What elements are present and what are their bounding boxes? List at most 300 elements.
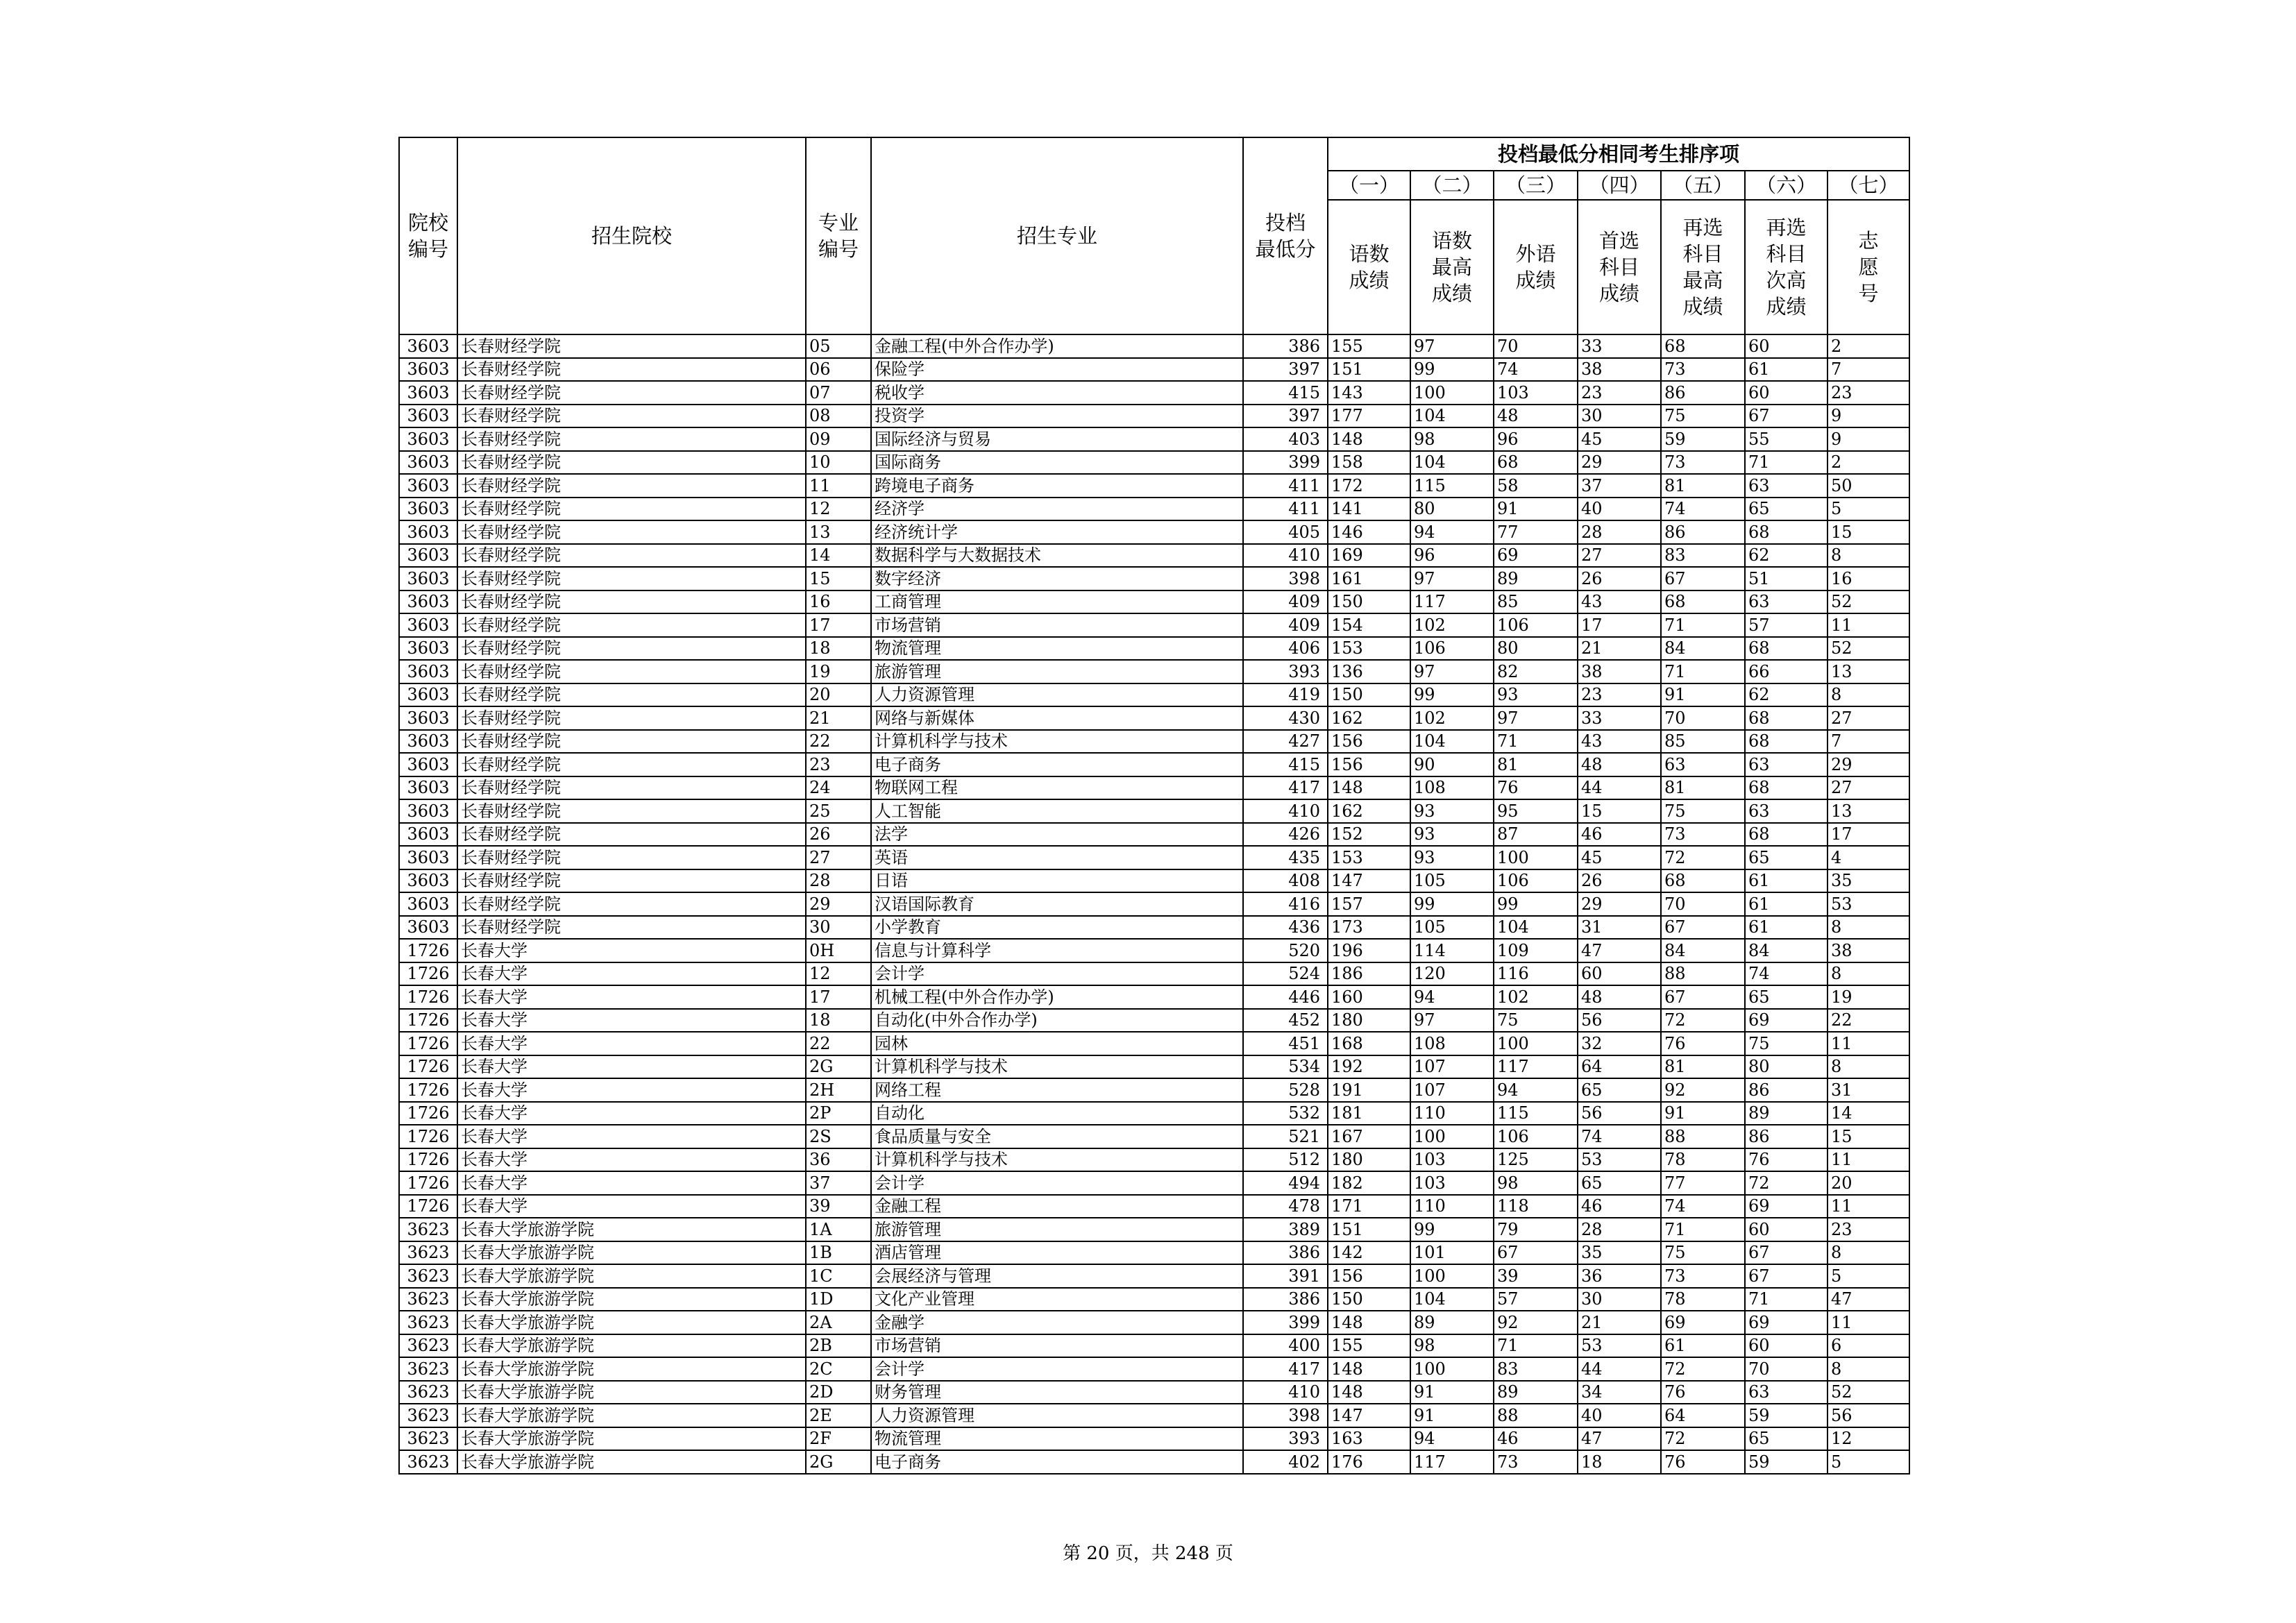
- foreign-language-cell: 103: [1494, 381, 1578, 405]
- preference-cell: 53: [1827, 892, 1909, 916]
- elective-second-cell: 84: [1745, 939, 1827, 962]
- school-cell: 长春大学旅游学院: [457, 1450, 806, 1474]
- major-cell: 食品质量与安全: [871, 1125, 1243, 1148]
- table-row: [399, 637, 1909, 661]
- table-row: [399, 405, 1909, 428]
- chinese-math-max-cell: 97: [1410, 660, 1494, 683]
- school-code-cell: 3603: [399, 846, 457, 869]
- school-cell: 长春财经学院: [457, 567, 806, 590]
- elective-max-cell: 67: [1661, 985, 1745, 1009]
- elective-max-cell: 70: [1661, 892, 1745, 916]
- foreign-language-cell: 87: [1494, 823, 1578, 847]
- first-subject-cell: 38: [1578, 660, 1661, 683]
- chinese-math-cell: 163: [1328, 1427, 1410, 1451]
- preference-cell: 56: [1827, 1404, 1909, 1427]
- foreign-language-cell: 94: [1494, 1078, 1578, 1102]
- major-code-cell: 1D: [806, 1288, 871, 1311]
- chinese-math-cell: 151: [1328, 1218, 1410, 1241]
- major-code-cell: 24: [806, 776, 871, 800]
- foreign-language-cell: 109: [1494, 939, 1578, 962]
- elective-second-cell: 89: [1745, 1102, 1827, 1125]
- chinese-math-max-cell: 117: [1410, 1450, 1494, 1474]
- header-chinese-math-score: 语数 成绩: [1328, 200, 1410, 334]
- major-code-cell: 39: [806, 1195, 871, 1218]
- major-cell: 旅游管理: [871, 1218, 1243, 1241]
- school-cell: 长春财经学院: [457, 451, 806, 475]
- header-preference-number: 志 愿 号: [1827, 200, 1909, 334]
- elective-second-cell: 68: [1745, 520, 1827, 544]
- chinese-math-cell: 142: [1328, 1241, 1410, 1265]
- first-subject-cell: 56: [1578, 1009, 1661, 1033]
- elective-max-cell: 76: [1661, 1450, 1745, 1474]
- major-cell: 经济统计学: [871, 520, 1243, 544]
- major-cell: 计算机科学与技术: [871, 730, 1243, 754]
- preference-cell: 50: [1827, 474, 1909, 498]
- foreign-language-cell: 74: [1494, 358, 1578, 382]
- elective-second-cell: 63: [1745, 590, 1827, 614]
- major-cell: 自动化: [871, 1102, 1243, 1125]
- foreign-language-cell: 100: [1494, 1032, 1578, 1055]
- first-subject-cell: 65: [1578, 1171, 1661, 1195]
- major-code-cell: 07: [806, 381, 871, 405]
- chinese-math-cell: 147: [1328, 1404, 1410, 1427]
- min-score-cell: 452: [1243, 1009, 1328, 1033]
- foreign-language-cell: 71: [1494, 730, 1578, 754]
- preference-cell: 52: [1827, 637, 1909, 661]
- major-code-cell: 36: [806, 1148, 871, 1172]
- elective-max-cell: 76: [1661, 1381, 1745, 1404]
- school-cell: 长春财经学院: [457, 660, 806, 683]
- major-cell: 数字经济: [871, 567, 1243, 590]
- school-code-cell: 1726: [399, 1055, 457, 1079]
- foreign-language-cell: 99: [1494, 892, 1578, 916]
- chinese-math-cell: 168: [1328, 1032, 1410, 1055]
- min-score-cell: 403: [1243, 427, 1328, 451]
- min-score-cell: 532: [1243, 1102, 1328, 1125]
- major-cell: 电子商务: [871, 1450, 1243, 1474]
- school-code-cell: 3623: [399, 1427, 457, 1451]
- major-cell: 会计学: [871, 962, 1243, 986]
- table-row: [399, 1055, 1909, 1079]
- major-code-cell: 2G: [806, 1450, 871, 1474]
- table-row: [399, 823, 1909, 847]
- school-cell: 长春财经学院: [457, 358, 806, 382]
- elective-max-cell: 69: [1661, 1311, 1745, 1334]
- major-cell: 市场营销: [871, 613, 1243, 637]
- school-code-cell: 1726: [399, 1125, 457, 1148]
- chinese-math-cell: 155: [1328, 1334, 1410, 1358]
- school-code-cell: 3623: [399, 1450, 457, 1474]
- elective-max-cell: 72: [1661, 1009, 1745, 1033]
- school-cell: 长春大学旅游学院: [457, 1381, 806, 1404]
- chinese-math-cell: 156: [1328, 1264, 1410, 1288]
- min-score-cell: 406: [1243, 637, 1328, 661]
- chinese-math-max-cell: 103: [1410, 1148, 1494, 1172]
- first-subject-cell: 26: [1578, 567, 1661, 590]
- elective-max-cell: 78: [1661, 1288, 1745, 1311]
- preference-cell: 20: [1827, 1171, 1909, 1195]
- chinese-math-cell: 182: [1328, 1171, 1410, 1195]
- table-row: [399, 1218, 1909, 1241]
- school-code-cell: 3603: [399, 776, 457, 800]
- school-cell: 长春大学: [457, 1195, 806, 1218]
- school-cell: 长春财经学院: [457, 498, 806, 521]
- elective-second-cell: 61: [1745, 916, 1827, 940]
- first-subject-cell: 47: [1578, 939, 1661, 962]
- school-cell: 长春财经学院: [457, 706, 806, 730]
- chinese-math-cell: 148: [1328, 427, 1410, 451]
- elective-second-cell: 63: [1745, 1381, 1827, 1404]
- chinese-math-max-cell: 107: [1410, 1078, 1494, 1102]
- elective-max-cell: 75: [1661, 1241, 1745, 1265]
- header-sub-number: （二）: [1410, 171, 1494, 200]
- major-cell: 国际商务: [871, 451, 1243, 475]
- major-cell: 酒店管理: [871, 1241, 1243, 1265]
- min-score-cell: 430: [1243, 706, 1328, 730]
- chinese-math-cell: 152: [1328, 823, 1410, 847]
- school-code-cell: 3603: [399, 590, 457, 614]
- elective-max-cell: 86: [1661, 381, 1745, 405]
- preference-cell: 29: [1827, 753, 1909, 776]
- table-row: [399, 1264, 1909, 1288]
- first-subject-cell: 23: [1578, 381, 1661, 405]
- first-subject-cell: 21: [1578, 1311, 1661, 1334]
- school-cell: 长春大学: [457, 1032, 806, 1055]
- preference-cell: 7: [1827, 358, 1909, 382]
- chinese-math-cell: 150: [1328, 1288, 1410, 1311]
- school-code-cell: 3623: [399, 1334, 457, 1358]
- table-row: [399, 846, 1909, 869]
- foreign-language-cell: 76: [1494, 776, 1578, 800]
- table-row: [399, 520, 1909, 544]
- foreign-language-cell: 125: [1494, 1148, 1578, 1172]
- min-score-cell: 417: [1243, 776, 1328, 800]
- first-subject-cell: 36: [1578, 1264, 1661, 1288]
- school-cell: 长春大学旅游学院: [457, 1334, 806, 1358]
- table-row: [399, 985, 1909, 1009]
- table-row: [399, 916, 1909, 940]
- first-subject-cell: 29: [1578, 892, 1661, 916]
- chinese-math-max-cell: 120: [1410, 962, 1494, 986]
- header-school-code: 院校 编号: [399, 137, 457, 334]
- min-score-cell: 528: [1243, 1078, 1328, 1102]
- major-cell: 数据科学与大数据技术: [871, 544, 1243, 568]
- first-subject-cell: 18: [1578, 1450, 1661, 1474]
- table-row: [399, 776, 1909, 800]
- school-code-cell: 3603: [399, 683, 457, 707]
- chinese-math-max-cell: 99: [1410, 1218, 1494, 1241]
- table-row: [399, 1381, 1909, 1404]
- foreign-language-cell: 82: [1494, 660, 1578, 683]
- min-score-cell: 534: [1243, 1055, 1328, 1079]
- foreign-language-cell: 92: [1494, 1311, 1578, 1334]
- chinese-math-cell: 136: [1328, 660, 1410, 683]
- preference-cell: 17: [1827, 823, 1909, 847]
- elective-second-cell: 60: [1745, 1218, 1827, 1241]
- chinese-math-cell: 156: [1328, 730, 1410, 754]
- chinese-math-cell: 169: [1328, 544, 1410, 568]
- elective-second-cell: 63: [1745, 799, 1827, 823]
- foreign-language-cell: 73: [1494, 1450, 1578, 1474]
- table-row: [399, 869, 1909, 893]
- first-subject-cell: 35: [1578, 1241, 1661, 1265]
- preference-cell: 52: [1827, 1381, 1909, 1404]
- school-cell: 长春财经学院: [457, 613, 806, 637]
- first-subject-cell: 64: [1578, 1055, 1661, 1079]
- elective-max-cell: 84: [1661, 637, 1745, 661]
- first-subject-cell: 60: [1578, 962, 1661, 986]
- elective-max-cell: 59: [1661, 427, 1745, 451]
- header-sub-number: （三）: [1494, 171, 1578, 200]
- major-cell: 物联网工程: [871, 776, 1243, 800]
- first-subject-cell: 48: [1578, 753, 1661, 776]
- chinese-math-max-cell: 115: [1410, 474, 1494, 498]
- chinese-math-cell: 141: [1328, 498, 1410, 521]
- major-cell: 投资学: [871, 405, 1243, 428]
- elective-second-cell: 68: [1745, 776, 1827, 800]
- major-code-cell: 11: [806, 474, 871, 498]
- table-row: [399, 799, 1909, 823]
- first-subject-cell: 33: [1578, 706, 1661, 730]
- foreign-language-cell: 115: [1494, 1102, 1578, 1125]
- min-score-cell: 397: [1243, 405, 1328, 428]
- school-cell: 长春财经学院: [457, 846, 806, 869]
- school-code-cell: 3603: [399, 916, 457, 940]
- chinese-math-cell: 176: [1328, 1450, 1410, 1474]
- chinese-math-max-cell: 91: [1410, 1404, 1494, 1427]
- min-score-cell: 409: [1243, 613, 1328, 637]
- elective-max-cell: 74: [1661, 1195, 1745, 1218]
- major-code-cell: 22: [806, 730, 871, 754]
- first-subject-cell: 46: [1578, 823, 1661, 847]
- min-score-cell: 417: [1243, 1357, 1328, 1381]
- chinese-math-cell: 156: [1328, 753, 1410, 776]
- table-row: [399, 474, 1909, 498]
- chinese-math-max-cell: 97: [1410, 334, 1494, 358]
- major-code-cell: 1B: [806, 1241, 871, 1265]
- header-major-code: 专业 编号: [806, 137, 871, 334]
- first-subject-cell: 45: [1578, 846, 1661, 869]
- major-code-cell: 20: [806, 683, 871, 707]
- table-row: [399, 1195, 1909, 1218]
- school-cell: 长春大学旅游学院: [457, 1357, 806, 1381]
- elective-second-cell: 67: [1745, 1264, 1827, 1288]
- elective-second-cell: 68: [1745, 706, 1827, 730]
- preference-cell: 27: [1827, 776, 1909, 800]
- elective-second-cell: 60: [1745, 381, 1827, 405]
- elective-second-cell: 65: [1745, 985, 1827, 1009]
- elective-second-cell: 59: [1745, 1404, 1827, 1427]
- table-row: [399, 381, 1909, 405]
- elective-max-cell: 67: [1661, 567, 1745, 590]
- elective-max-cell: 61: [1661, 1334, 1745, 1358]
- chinese-math-max-cell: 99: [1410, 683, 1494, 707]
- first-subject-cell: 30: [1578, 1288, 1661, 1311]
- preference-cell: 15: [1827, 1125, 1909, 1148]
- first-subject-cell: 17: [1578, 613, 1661, 637]
- chinese-math-cell: 148: [1328, 1311, 1410, 1334]
- first-subject-cell: 56: [1578, 1102, 1661, 1125]
- chinese-math-cell: 186: [1328, 962, 1410, 986]
- school-code-cell: 3603: [399, 427, 457, 451]
- first-subject-cell: 34: [1578, 1381, 1661, 1404]
- header-sub-number: （五）: [1661, 171, 1745, 200]
- school-code-cell: 3603: [399, 823, 457, 847]
- elective-max-cell: 75: [1661, 405, 1745, 428]
- elective-max-cell: 88: [1661, 962, 1745, 986]
- elective-second-cell: 70: [1745, 1357, 1827, 1381]
- major-cell: 网络工程: [871, 1078, 1243, 1102]
- school-cell: 长春大学: [457, 962, 806, 986]
- chinese-math-max-cell: 94: [1410, 520, 1494, 544]
- school-code-cell: 3603: [399, 730, 457, 754]
- elective-max-cell: 68: [1661, 869, 1745, 893]
- major-code-cell: 21: [806, 706, 871, 730]
- school-cell: 长春大学: [457, 1148, 806, 1172]
- min-score-cell: 393: [1243, 660, 1328, 683]
- chinese-math-max-cell: 98: [1410, 427, 1494, 451]
- header-chinese-math-max: 语数 最高 成绩: [1410, 200, 1494, 334]
- chinese-math-max-cell: 104: [1410, 1288, 1494, 1311]
- major-code-cell: 12: [806, 498, 871, 521]
- chinese-math-max-cell: 98: [1410, 1334, 1494, 1358]
- chinese-math-max-cell: 108: [1410, 776, 1494, 800]
- first-subject-cell: 45: [1578, 427, 1661, 451]
- chinese-math-cell: 153: [1328, 846, 1410, 869]
- elective-max-cell: 73: [1661, 823, 1745, 847]
- elective-max-cell: 86: [1661, 520, 1745, 544]
- first-subject-cell: 27: [1578, 544, 1661, 568]
- school-code-cell: 3603: [399, 753, 457, 776]
- foreign-language-cell: 67: [1494, 1241, 1578, 1265]
- elective-max-cell: 84: [1661, 939, 1745, 962]
- major-code-cell: 18: [806, 1009, 871, 1033]
- major-code-cell: 23: [806, 753, 871, 776]
- elective-second-cell: 80: [1745, 1055, 1827, 1079]
- preference-cell: 2: [1827, 451, 1909, 475]
- foreign-language-cell: 100: [1494, 846, 1578, 869]
- foreign-language-cell: 81: [1494, 753, 1578, 776]
- chinese-math-max-cell: 100: [1410, 381, 1494, 405]
- min-score-cell: 408: [1243, 869, 1328, 893]
- school-code-cell: 1726: [399, 1171, 457, 1195]
- elective-second-cell: 61: [1745, 892, 1827, 916]
- preference-cell: 8: [1827, 916, 1909, 940]
- elective-max-cell: 63: [1661, 753, 1745, 776]
- first-subject-cell: 74: [1578, 1125, 1661, 1148]
- elective-second-cell: 57: [1745, 613, 1827, 637]
- major-code-cell: 09: [806, 427, 871, 451]
- major-cell: 会计学: [871, 1171, 1243, 1195]
- major-cell: 物流管理: [871, 1427, 1243, 1451]
- preference-cell: 22: [1827, 1009, 1909, 1033]
- chinese-math-max-cell: 99: [1410, 892, 1494, 916]
- elective-second-cell: 66: [1745, 660, 1827, 683]
- foreign-language-cell: 104: [1494, 916, 1578, 940]
- foreign-language-cell: 89: [1494, 1381, 1578, 1404]
- school-cell: 长春财经学院: [457, 869, 806, 893]
- header-sub-number: （七）: [1827, 171, 1909, 200]
- table-row: [399, 427, 1909, 451]
- chinese-math-max-cell: 102: [1410, 706, 1494, 730]
- major-code-cell: 05: [806, 334, 871, 358]
- chinese-math-cell: 162: [1328, 799, 1410, 823]
- table-row: [399, 1357, 1909, 1381]
- elective-max-cell: 92: [1661, 1078, 1745, 1102]
- major-cell: 小学教育: [871, 916, 1243, 940]
- chinese-math-cell: 171: [1328, 1195, 1410, 1218]
- chinese-math-max-cell: 117: [1410, 590, 1494, 614]
- header-min-score: 投档 最低分: [1243, 137, 1328, 334]
- table-row: [399, 1404, 1909, 1427]
- school-cell: 长春财经学院: [457, 520, 806, 544]
- chinese-math-max-cell: 104: [1410, 451, 1494, 475]
- elective-second-cell: 69: [1745, 1195, 1827, 1218]
- min-score-cell: 400: [1243, 1334, 1328, 1358]
- foreign-language-cell: 39: [1494, 1264, 1578, 1288]
- preference-cell: 23: [1827, 1218, 1909, 1241]
- chinese-math-max-cell: 104: [1410, 405, 1494, 428]
- elective-max-cell: 68: [1661, 334, 1745, 358]
- first-subject-cell: 40: [1578, 1404, 1661, 1427]
- elective-max-cell: 71: [1661, 613, 1745, 637]
- elective-second-cell: 71: [1745, 1288, 1827, 1311]
- table-row: [399, 1311, 1909, 1334]
- min-score-cell: 520: [1243, 939, 1328, 962]
- min-score-cell: 478: [1243, 1195, 1328, 1218]
- school-code-cell: 3603: [399, 567, 457, 590]
- chinese-math-cell: 151: [1328, 358, 1410, 382]
- major-cell: 计算机科学与技术: [871, 1148, 1243, 1172]
- school-cell: 长春财经学院: [457, 753, 806, 776]
- school-code-cell: 3603: [399, 520, 457, 544]
- school-cell: 长春财经学院: [457, 590, 806, 614]
- min-score-cell: 391: [1243, 1264, 1328, 1288]
- table-row: [399, 1078, 1909, 1102]
- first-subject-cell: 15: [1578, 799, 1661, 823]
- preference-cell: 16: [1827, 567, 1909, 590]
- major-cell: 机械工程(中外合作办学): [871, 985, 1243, 1009]
- elective-max-cell: 73: [1661, 358, 1745, 382]
- elective-max-cell: 64: [1661, 1404, 1745, 1427]
- preference-cell: 27: [1827, 706, 1909, 730]
- school-cell: 长春大学: [457, 1171, 806, 1195]
- major-cell: 物流管理: [871, 637, 1243, 661]
- foreign-language-cell: 71: [1494, 1334, 1578, 1358]
- elective-second-cell: 69: [1745, 1311, 1827, 1334]
- school-code-cell: 1726: [399, 1032, 457, 1055]
- min-score-cell: 494: [1243, 1171, 1328, 1195]
- first-subject-cell: 44: [1578, 1357, 1661, 1381]
- school-code-cell: 3623: [399, 1241, 457, 1265]
- school-code-cell: 1726: [399, 939, 457, 962]
- table-row: [399, 1009, 1909, 1033]
- major-cell: 文化产业管理: [871, 1288, 1243, 1311]
- table-row: [399, 567, 1909, 590]
- foreign-language-cell: 102: [1494, 985, 1578, 1009]
- preference-cell: 8: [1827, 962, 1909, 986]
- min-score-cell: 386: [1243, 334, 1328, 358]
- major-code-cell: 2H: [806, 1078, 871, 1102]
- min-score-cell: 435: [1243, 846, 1328, 869]
- min-score-cell: 411: [1243, 474, 1328, 498]
- table-row: [399, 613, 1909, 637]
- min-score-cell: 411: [1243, 498, 1328, 521]
- school-code-cell: 1726: [399, 1195, 457, 1218]
- preference-cell: 14: [1827, 1102, 1909, 1125]
- foreign-language-cell: 106: [1494, 1125, 1578, 1148]
- major-code-cell: 17: [806, 613, 871, 637]
